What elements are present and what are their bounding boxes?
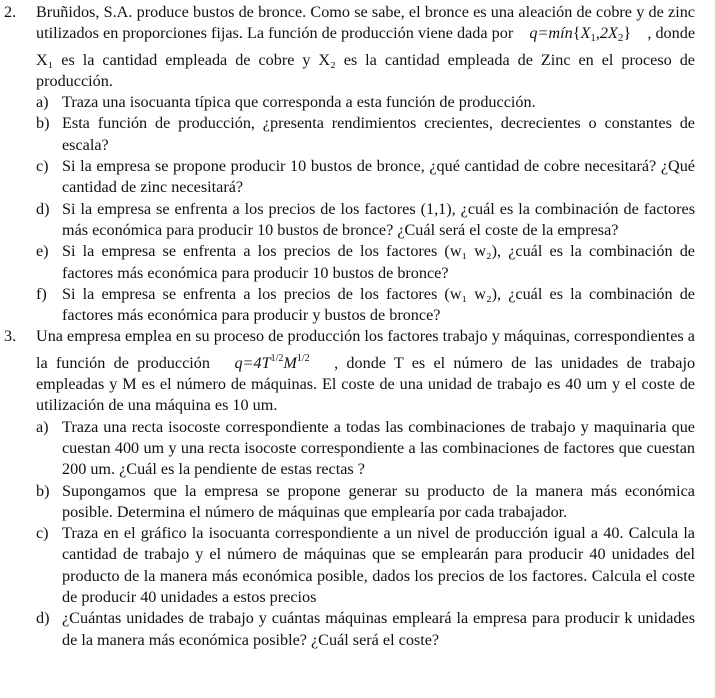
formula-lhs: q=4T bbox=[234, 353, 271, 372]
statement-text-continued: , donde T es el número de las unidades de trabajo empleadas y M es el número de máquinas. El coste de una unidad de trabajo es 40 um y el coste de utilización de una máquina es 10 um. bbox=[36, 353, 696, 415]
sub-question-label: b) bbox=[36, 481, 50, 500]
sub-question-label: a) bbox=[36, 93, 49, 112]
sub-question-label: f) bbox=[36, 284, 47, 303]
formula-x1-sub: 1 bbox=[590, 32, 596, 45]
sub-question-label: d) bbox=[36, 609, 50, 628]
formula-brace-close: } bbox=[623, 24, 632, 43]
sub-question bbox=[36, 523, 695, 608]
formula-t-exponent: 1/2 bbox=[270, 352, 284, 364]
sub-question-text: Si la empresa se enfrenta a los precios de los factores (w₁ w₂), ¿cuál es la combinación de factores más económica para producir 10 bustos de bronce? bbox=[62, 242, 695, 282]
formula-m: M bbox=[283, 353, 297, 372]
formula-m-exponent: 1/2 bbox=[296, 352, 310, 364]
problem-2 bbox=[4, 2, 695, 326]
sub-question bbox=[36, 199, 695, 242]
problem-statement bbox=[36, 326, 695, 416]
sub-question-label: c) bbox=[36, 157, 49, 176]
production-function-formula bbox=[234, 354, 309, 372]
problem-3 bbox=[4, 326, 695, 650]
sub-question-text: Esta función de producción, ¿presenta rendimientos crecientes, decrecientes o constantes de escala? bbox=[62, 114, 695, 154]
sub-question bbox=[36, 481, 695, 524]
sub-question-text: Si la empresa se enfrenta a los precios de los factores (w₁ w₂), ¿cuál es la combinación de factores más económica para producir y bustos de bronce? bbox=[62, 284, 695, 325]
formula-lhs: q=mín bbox=[529, 24, 573, 43]
sub-question-label: d) bbox=[36, 199, 50, 218]
sub-question-label: e) bbox=[36, 242, 49, 261]
sub-question-text: Traza una isocuanta típica que corresponda a esta función de producción. bbox=[62, 93, 536, 112]
formula-x1: X bbox=[580, 24, 591, 43]
problem-number: 3. bbox=[4, 327, 17, 346]
formula-x2-sub: 2 bbox=[617, 32, 624, 45]
sub-question-text: ¿Cuántas unidades de trabajo y cuántas máquinas empleará la empresa para producir k unidades de la manera más económica posible? ¿Cuál será el coste? bbox=[62, 609, 695, 649]
sub-question bbox=[36, 156, 695, 199]
sub-question bbox=[36, 608, 695, 651]
sub-question-text: Si la empresa se propone producir 10 bustos de bronce, ¿qué cantidad de cobre necesitará? ¿Qué cantidad de zinc necesitará? bbox=[62, 157, 695, 197]
sub-question bbox=[36, 113, 695, 156]
statement-text: Bruñidos, S.A. produce bustos de bronce. Como se sabe, el bronce es una aleación de cobre y de zinc utilizados en proporciones fijas. La función de producción viene dada por bbox=[36, 3, 695, 43]
formula-brace-open: { bbox=[572, 24, 581, 43]
sub-question-text: Traza una recta isocoste correspondiente a todas las combinaciones de trabajo y maquinaria que cuestan 400 um y una recta isocoste correspondiente a las combinaciones de factores que cuestan 200 um. ¿Cuál es la pendiente de estas rectas ? bbox=[62, 417, 695, 479]
sub-question-label: c) bbox=[36, 524, 49, 543]
problem-number: 2. bbox=[4, 3, 17, 21]
problem-statement bbox=[36, 2, 695, 92]
statement-text: Una empresa emplea en su proceso de producción los factores trabajo y máquinas, correspondientes a la función de producción bbox=[36, 327, 695, 372]
sub-question bbox=[36, 92, 695, 113]
formula-x2: 2X bbox=[599, 24, 618, 43]
sub-question-text: Supongamos que la empresa se propone generar su producto de la manera más económica posible. Determina el número de máquinas que emplearía por cada trabajador. bbox=[62, 481, 695, 521]
sub-question-text: Si la empresa se enfrenta a los precios de los factores (1,1), ¿cuál es la combinación de factores más económica para producir 10 bustos de bronce? ¿Cuál será el coste de la empresa? bbox=[62, 199, 695, 239]
problem-body bbox=[36, 2, 695, 326]
statement-text-continued: , donde X₁ es la cantidad empleada de cobre y X₂ es la cantidad empleada de Zinc en el proceso de producción. bbox=[36, 24, 696, 90]
sub-question-label: b) bbox=[36, 114, 50, 133]
sub-question-text: Traza en el gráfico la isocuanta correspondiente a un nivel de producción igual a 40. Calcula la cantidad de trabajo y el número de máquinas que se emplearán para producir 40 unidades del producto de la manera más económica posible, dados los precios de los factores. Calcula el coste de producir 40 unidades a estos precios bbox=[62, 524, 695, 607]
sub-question bbox=[36, 417, 695, 481]
sub-question-label: a) bbox=[36, 417, 49, 436]
sub-question bbox=[36, 284, 695, 327]
problem-body bbox=[36, 326, 695, 650]
formula-sep: , bbox=[595, 24, 600, 43]
production-function-formula bbox=[529, 24, 632, 45]
sub-question bbox=[36, 241, 695, 284]
